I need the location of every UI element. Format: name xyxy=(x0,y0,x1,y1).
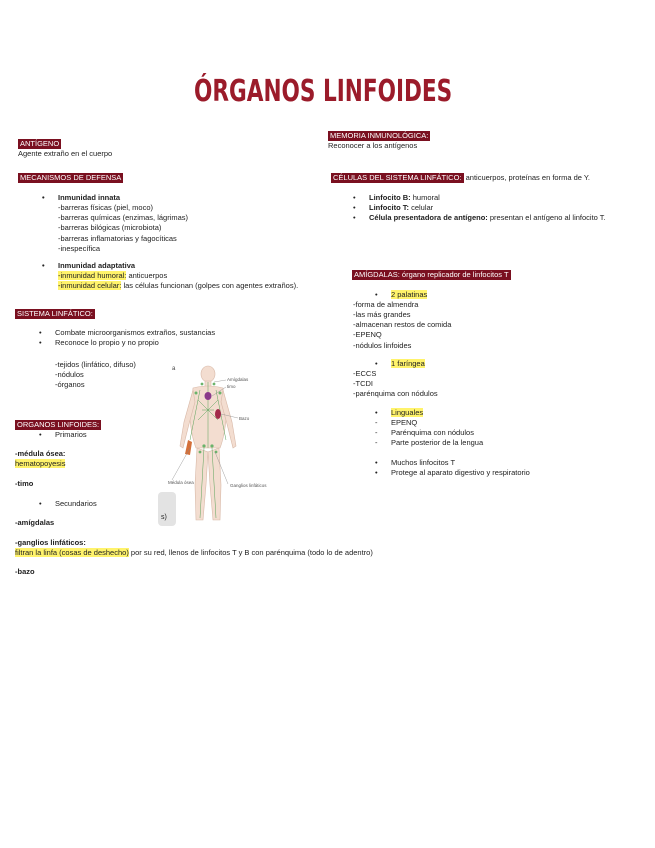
primarios-wrap xyxy=(55,430,87,440)
innata-label: • Inmunidad innata xyxy=(58,193,188,203)
antigeno-text: Agente extraño en el cuerpo xyxy=(18,149,113,159)
page-title: ÓRGANOS LINFOIDES xyxy=(194,74,453,109)
celulas-header-text: anticuerpos, proteínas en forma de Y. xyxy=(463,173,590,182)
amigdalas-label: -amígdalas xyxy=(15,518,55,527)
celula-item xyxy=(369,193,606,203)
secundarios-label: • Secundarios xyxy=(55,499,97,509)
figure-label: Bazo xyxy=(239,416,250,421)
innata-item: -barreras bilógicas (microbiota) xyxy=(58,223,162,233)
adaptativa-block xyxy=(58,261,298,291)
celula-desc: presentan el antígeno al linfocito T. xyxy=(487,213,606,223)
innata-item: -barreras físicas (piel, moco) xyxy=(58,203,154,213)
ganglios-highlight: filtran la linfa (cosas de deshecho) xyxy=(15,548,129,558)
ganglios-text: por su red, llenos de linfocitos T y B con parénquima (todo lo de adentro) xyxy=(128,548,373,558)
figure-label: Médula ósea xyxy=(168,480,194,485)
ganglios-label: -ganglios linfáticos: xyxy=(15,538,86,547)
faringea-lines xyxy=(353,369,438,399)
ganglios-block xyxy=(15,538,373,558)
humoral-highlight: -inmunidad humoral: xyxy=(58,271,127,281)
faringea-line: -TCDI xyxy=(353,379,373,389)
linguales-label-wrap xyxy=(391,408,483,418)
sistema-header-wrap xyxy=(15,309,95,319)
figure-letter: a xyxy=(172,366,176,372)
mecanismos-header: MECANISMOS DE DEFENSA xyxy=(20,173,122,182)
palatinas-line: -EPENQ xyxy=(353,330,382,340)
celula-desc: celular xyxy=(409,203,434,213)
celulas-header: CÉLULAS DEL SISTEMA LINFÁTICO: xyxy=(333,173,462,182)
mecanismos-header-wrap xyxy=(18,173,123,183)
palatinas-line: -nódulos linfoides xyxy=(353,340,412,350)
celulas-list xyxy=(369,193,606,223)
antigeno-section xyxy=(18,139,112,159)
memoria-section xyxy=(328,131,430,151)
medula-label: -médula ósea: xyxy=(15,449,66,458)
faringea-label-wrap xyxy=(391,359,425,369)
sistema-bullets xyxy=(55,328,215,348)
innata-block xyxy=(58,193,188,254)
celular-highlight: -inmunidad celular: xyxy=(58,281,122,291)
medula-block xyxy=(15,449,65,469)
figure-label: Ganglios linfáticos xyxy=(230,483,267,488)
adaptativa-label: • Inmunidad adaptativa xyxy=(58,261,298,271)
linguales-item: - Parénquima con nódulos xyxy=(391,428,483,438)
innata-item: -barreras inflamatorias y fagocíticas xyxy=(58,233,177,243)
amigdalas-final xyxy=(391,458,530,478)
amigdalas-header-wrap xyxy=(352,270,511,280)
celula-desc: humoral xyxy=(410,193,440,202)
celular-line xyxy=(58,281,298,291)
memoria-header: MEMORIA INMUNOLÓGICA: xyxy=(330,131,429,140)
innata-item: -inespecífica xyxy=(58,243,101,253)
celula-term: Célula presentadora de antígeno: xyxy=(369,213,488,223)
linguales-item: - EPENQ xyxy=(391,418,483,428)
celula-item xyxy=(369,213,606,223)
figure-fragment: s) xyxy=(161,514,167,521)
palatinas-line: -almacenan restos de comida xyxy=(353,320,452,330)
sistema-bullet: • Combate microorganismos extraños, sustancias xyxy=(55,328,215,338)
sistema-line: -tejidos (linfático, difuso) xyxy=(55,360,136,369)
palatinas-label: 2 palatinas xyxy=(391,290,428,299)
final-bullet: • Protege al aparato digestivo y respiratorio xyxy=(391,468,530,478)
faringea-item xyxy=(391,359,425,369)
palatinas-item xyxy=(391,290,427,300)
lymphatic-system-figure xyxy=(160,360,267,528)
secundarios-wrap xyxy=(55,499,97,509)
faringea-label: 1 faríngea xyxy=(391,359,425,368)
celula-term: Linfocito B: xyxy=(369,193,411,202)
figure-label: Amígdalas xyxy=(227,377,249,382)
sistema-line: -nódulos xyxy=(55,370,84,380)
palatinas-line: -forma de almendra xyxy=(353,300,419,309)
linguales-label: Linguales xyxy=(391,408,424,417)
sistema-bullet: • Reconoce lo propio y no propio xyxy=(55,338,215,348)
sistema-line: -órganos xyxy=(55,380,85,390)
humoral-line xyxy=(58,271,298,281)
celular-text: las células funcionan (golpes con agentes extraños). xyxy=(121,281,299,291)
amigdalas-header: AMÍGDALAS: órgano replicador de linfocitos T xyxy=(354,270,509,279)
humoral-text: anticuerpos xyxy=(126,271,168,281)
faringea-line: -ECCS xyxy=(353,369,377,378)
memoria-text: Reconocer a los antígenos xyxy=(328,141,418,151)
organos-header-wrap xyxy=(15,420,101,430)
primarios-label: • Primarios xyxy=(55,430,87,440)
figure-label: timo xyxy=(227,384,236,389)
celulas-header-line xyxy=(331,173,590,183)
palatinas-label-wrap xyxy=(391,290,427,300)
sistema-header: SISTEMA LINFÁTICO: xyxy=(17,309,93,318)
final-bullet: • Muchos linfocitos T xyxy=(391,458,530,468)
innata-item: -barreras químicas (enzimas, lágrimas) xyxy=(58,213,189,223)
palatinas-lines xyxy=(353,300,451,351)
celula-term: Linfocito T: xyxy=(369,203,409,213)
celula-item xyxy=(369,203,606,213)
bazo-label: -bazo xyxy=(15,567,35,576)
timo-label: -timo xyxy=(15,479,34,488)
medula-highlight: hematopoyesis xyxy=(15,459,66,469)
palatinas-line: -las más grandes xyxy=(353,310,411,320)
organos-header: ORGANOS LINFOIDES: xyxy=(17,420,100,429)
linguales-block xyxy=(391,408,483,449)
antigeno-header: ANTÍGENO xyxy=(20,139,60,148)
faringea-line: -parénquima con nódulos xyxy=(353,389,438,399)
sistema-lines xyxy=(55,360,136,390)
linguales-item: - Parte posterior de la lengua xyxy=(391,438,483,448)
